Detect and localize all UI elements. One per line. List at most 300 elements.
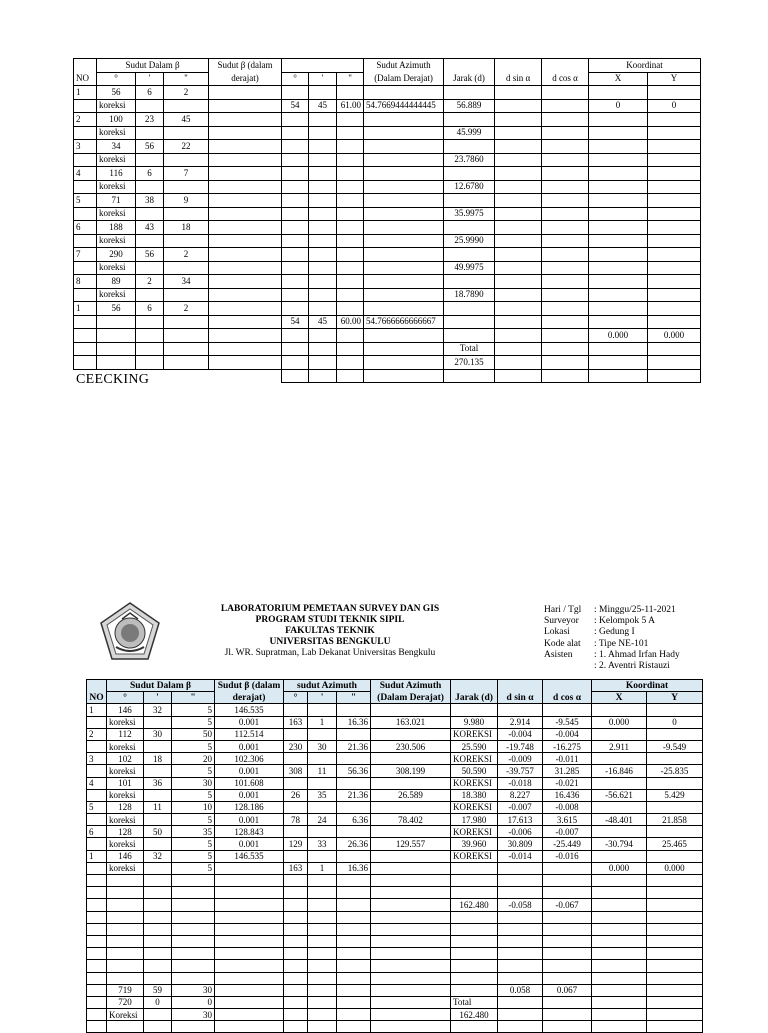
table-row [87, 875, 703, 887]
table-cell [542, 369, 589, 383]
table-cell [364, 329, 444, 343]
table-cell [542, 248, 589, 262]
table-cell: 4 [87, 777, 107, 789]
table-cell [87, 1009, 107, 1021]
table-cell [309, 275, 337, 289]
header-azimuth-2: (Dalam Derajat) [364, 72, 444, 86]
table-cell [74, 288, 97, 302]
header-cell [74, 59, 97, 73]
table-cell: 31.285 [543, 765, 592, 777]
table-cell [444, 248, 495, 262]
table-cell [589, 113, 648, 127]
header-sudut-beta: Sudut β (dalam [215, 680, 284, 692]
table-cell [87, 765, 107, 777]
table-cell [282, 248, 309, 262]
table-cell [87, 887, 107, 899]
info-key [544, 661, 594, 672]
table-cell: 50 [144, 826, 172, 838]
table-cell: koreksi [107, 716, 144, 728]
table-cell [592, 850, 647, 862]
table-cell: 5 [172, 740, 215, 752]
table-cell [144, 838, 172, 850]
program-title: PROGRAM STUDI TEKNIK SIPIL [255, 615, 405, 625]
table-cell: KOREKSI [451, 753, 498, 765]
table-cell: -30.794 [592, 838, 647, 850]
table-cell [87, 911, 107, 923]
table-cell: 0.067 [543, 984, 592, 996]
table-cell: 35 [308, 789, 337, 801]
table-cell [337, 329, 364, 343]
table-cell [172, 899, 215, 911]
table-cell [648, 369, 701, 383]
table-cell: 45.999 [444, 126, 495, 140]
table-cell [337, 875, 371, 887]
table-row [87, 814, 703, 826]
table-cell [284, 704, 308, 716]
table-cell [592, 996, 647, 1008]
header-jarak: Jarak (d) [444, 72, 495, 86]
university-logo [98, 601, 162, 663]
table-cell [308, 1009, 337, 1021]
table-cell [209, 126, 282, 140]
table-cell [589, 288, 648, 302]
table-cell [647, 801, 703, 813]
table-cell: 0 [172, 996, 215, 1008]
table-cell: 39.960 [451, 838, 498, 850]
table-cell [543, 935, 592, 947]
header-deg: ° [284, 692, 308, 704]
table-cell [308, 984, 337, 996]
table-cell [282, 86, 309, 100]
header-sudut-beta-2: derajat) [209, 72, 282, 86]
table-cell [215, 875, 284, 887]
table-cell [364, 167, 444, 181]
table-cell [451, 948, 498, 960]
table-cell [589, 302, 648, 316]
table-cell: 5.429 [647, 789, 703, 801]
table-row [74, 248, 701, 262]
table-cell [337, 753, 371, 765]
table-cell [592, 1009, 647, 1021]
table-cell [144, 1021, 172, 1033]
table-row [74, 302, 701, 316]
table-cell [172, 1021, 215, 1033]
table-cell: 0.000 [592, 862, 647, 874]
table-row [74, 329, 701, 343]
table-row [87, 740, 703, 752]
table-cell: 6 [87, 826, 107, 838]
table-row [74, 113, 701, 127]
header-min: ' [144, 692, 172, 704]
table-row [87, 728, 703, 740]
table-cell [337, 704, 371, 716]
table-cell [648, 356, 701, 370]
table-cell [308, 948, 337, 960]
table-cell [647, 972, 703, 984]
table-cell: 18.380 [451, 789, 498, 801]
table-cell [364, 275, 444, 289]
table-cell [589, 369, 648, 383]
table-cell: 45 [309, 315, 337, 329]
table-row [74, 99, 701, 113]
table-cell [74, 153, 97, 167]
table-cell [87, 789, 107, 801]
table-cell: koreksi [107, 862, 144, 874]
checking-label: CEECKING [76, 372, 150, 387]
table-cell: 56.889 [444, 99, 495, 113]
table-cell: 102.306 [215, 753, 284, 765]
table-cell: 146 [107, 850, 144, 862]
table-cell: 54 [282, 315, 309, 329]
table-cell [308, 826, 337, 838]
table-cell [337, 972, 371, 984]
table-row [87, 899, 703, 911]
table-cell: 1 [308, 862, 337, 874]
table-cell [284, 996, 308, 1008]
table-cell [589, 207, 648, 221]
table-cell [495, 248, 542, 262]
table-cell [284, 1009, 308, 1021]
table-cell [284, 960, 308, 972]
table-cell [589, 140, 648, 154]
table-cell: -0.007 [498, 801, 543, 813]
info-row [544, 650, 680, 661]
table-cell [498, 862, 543, 874]
table-cell: 163 [284, 716, 308, 728]
header-sudut-dalam: Sudut Dalam β [97, 59, 209, 73]
table-cell [309, 221, 337, 235]
table-cell [364, 207, 444, 221]
table-cell: -25.835 [647, 765, 703, 777]
table-row [87, 996, 703, 1008]
table-cell [209, 99, 282, 113]
table-cell [364, 126, 444, 140]
table-cell [543, 887, 592, 899]
table-cell: -48.401 [592, 814, 647, 826]
table-cell: 128 [107, 826, 144, 838]
table-cell [97, 329, 136, 343]
table-cell [648, 261, 701, 275]
table-cell: 56 [136, 248, 164, 262]
table-cell: 6.36 [337, 814, 371, 826]
table-cell [495, 86, 542, 100]
table-cell: 116 [97, 167, 136, 181]
table-cell: koreksi [107, 765, 144, 777]
table-cell [97, 356, 136, 370]
table-cell: koreksi [97, 99, 136, 113]
table-cell [495, 234, 542, 248]
header-deg: ° [282, 72, 309, 86]
table-cell [451, 875, 498, 887]
table-cell: 50 [172, 728, 215, 740]
table-row [87, 777, 703, 789]
table-cell: 2.911 [592, 740, 647, 752]
table-cell [337, 1021, 371, 1033]
table-cell: 129.557 [371, 838, 451, 850]
table-cell: 0.000 [592, 716, 647, 728]
table-cell [451, 923, 498, 935]
header-cell [542, 59, 589, 73]
table-cell [144, 923, 172, 935]
table-row [74, 288, 701, 302]
table-cell [337, 1009, 371, 1021]
table-cell: 5 [172, 814, 215, 826]
table-cell [589, 86, 648, 100]
table-cell: -56.621 [592, 789, 647, 801]
table-cell: 30 [308, 740, 337, 752]
table-cell [309, 153, 337, 167]
table-cell: 1 [308, 716, 337, 728]
table-cell [87, 960, 107, 972]
table-cell: 26.589 [371, 789, 451, 801]
table-cell [589, 126, 648, 140]
info-value: : 2. Aventri Ristauzi [594, 661, 670, 672]
table-cell [542, 153, 589, 167]
table-cell [337, 801, 371, 813]
table-cell [647, 704, 703, 716]
info-row [544, 616, 680, 627]
table-cell [87, 923, 107, 935]
table-cell [647, 984, 703, 996]
table-row [74, 194, 701, 208]
table-cell [543, 862, 592, 874]
table-cell [136, 288, 164, 302]
table-cell: 56 [97, 86, 136, 100]
table-cell: 9 [164, 194, 209, 208]
table-cell [589, 342, 648, 356]
table-cell: 719 [107, 984, 144, 996]
table-cell [495, 288, 542, 302]
table-cell [209, 86, 282, 100]
table-cell: 32 [144, 704, 172, 716]
table-cell: 18 [164, 221, 209, 235]
table-cell [451, 911, 498, 923]
table-cell: 5 [87, 801, 107, 813]
table-cell [172, 960, 215, 972]
header-dcos: d cos α [542, 72, 589, 86]
table-cell [648, 315, 701, 329]
table-cell [451, 972, 498, 984]
table-cell [172, 948, 215, 960]
table-cell: 33 [308, 838, 337, 850]
table-cell: 16.436 [543, 789, 592, 801]
table-cell [589, 221, 648, 235]
table-cell: koreksi [107, 814, 144, 826]
table-cell [209, 342, 282, 356]
table-cell: 308 [284, 765, 308, 777]
table-cell [542, 302, 589, 316]
table-cell [498, 1009, 543, 1021]
table-cell [371, 777, 451, 789]
table-cell [284, 826, 308, 838]
table-cell: KOREKSI [451, 728, 498, 740]
traverse-table-2 [86, 679, 703, 1033]
table-cell: 163.021 [371, 716, 451, 728]
table-cell: -0.006 [498, 826, 543, 838]
table-row [74, 275, 701, 289]
table-cell [107, 887, 144, 899]
table-cell [337, 248, 364, 262]
table-cell: 12.6780 [444, 180, 495, 194]
table-cell [451, 960, 498, 972]
table-cell [542, 126, 589, 140]
table-cell [282, 140, 309, 154]
table-cell [498, 923, 543, 935]
table-cell [164, 356, 209, 370]
table-cell [74, 315, 97, 329]
table-cell: koreksi [97, 180, 136, 194]
table-cell [444, 329, 495, 343]
table-cell: 2 [136, 275, 164, 289]
table-cell [648, 113, 701, 127]
table-cell [498, 887, 543, 899]
table-cell: -0.067 [543, 899, 592, 911]
table-cell [215, 862, 284, 874]
table-cell: 0.058 [498, 984, 543, 996]
table-cell [164, 342, 209, 356]
table-cell [337, 984, 371, 996]
table-cell: 0.001 [215, 838, 284, 850]
header-sec: " [337, 72, 364, 86]
table-cell [364, 180, 444, 194]
header-min: ' [309, 72, 337, 86]
table-cell: -0.007 [543, 826, 592, 838]
table-cell: 6 [136, 86, 164, 100]
table-cell [87, 984, 107, 996]
table-cell: 146.535 [215, 850, 284, 862]
table-cell [136, 153, 164, 167]
table-cell: 5 [172, 838, 215, 850]
info-key: Asisten [544, 649, 573, 660]
table-cell [308, 1021, 337, 1033]
table-cell [282, 261, 309, 275]
table-cell: 61.00 [337, 99, 364, 113]
table-cell [337, 302, 364, 316]
table-cell: 5 [172, 765, 215, 777]
table-cell: Total [451, 996, 498, 1008]
table-cell: -0.004 [543, 728, 592, 740]
table-cell [495, 153, 542, 167]
table-cell [647, 875, 703, 887]
table-cell: 163 [284, 862, 308, 874]
table-cell: koreksi [97, 153, 136, 167]
table-cell [337, 140, 364, 154]
table-cell: 0.001 [215, 716, 284, 728]
table-cell [364, 248, 444, 262]
table-cell [209, 261, 282, 275]
table-cell [371, 984, 451, 996]
table-cell: 10 [172, 801, 215, 813]
info-value: : 1. Ahmad Irfan Hady [594, 649, 680, 660]
table-cell [364, 194, 444, 208]
table-cell: 23.7860 [444, 153, 495, 167]
table-cell [144, 948, 172, 960]
table-cell: 3 [74, 140, 97, 154]
table-cell [542, 221, 589, 235]
table-cell: 21.858 [647, 814, 703, 826]
header-cell [543, 680, 592, 692]
table-cell [647, 948, 703, 960]
table-cell [498, 1021, 543, 1033]
table-cell [136, 99, 164, 113]
table-cell [495, 329, 542, 343]
table-cell [282, 194, 309, 208]
table-cell [648, 248, 701, 262]
table-cell [172, 923, 215, 935]
table-cell: 0.001 [215, 814, 284, 826]
table-cell [309, 288, 337, 302]
table-cell [371, 935, 451, 947]
table-cell [282, 329, 309, 343]
table-cell: 17.980 [451, 814, 498, 826]
table-cell: koreksi [107, 789, 144, 801]
header-azimuth: sudut Azimuth [284, 680, 371, 692]
table-cell: -0.016 [543, 850, 592, 862]
table-cell [589, 167, 648, 181]
table-cell [74, 329, 97, 343]
table-cell: Total [444, 342, 495, 356]
table-cell [337, 86, 364, 100]
table-cell [542, 207, 589, 221]
table-cell [282, 153, 309, 167]
table-cell [648, 194, 701, 208]
table-cell [371, 948, 451, 960]
table-cell [647, 911, 703, 923]
table-row [87, 765, 703, 777]
table-cell [87, 862, 107, 874]
header-deg: ° [107, 692, 144, 704]
table-cell [309, 113, 337, 127]
table-cell [308, 923, 337, 935]
table-cell [364, 261, 444, 275]
table-cell [74, 207, 97, 221]
table-cell: 45 [309, 99, 337, 113]
table-cell: 8 [74, 275, 97, 289]
table-cell: 34 [164, 275, 209, 289]
table-cell [498, 972, 543, 984]
table-cell [284, 935, 308, 947]
table-cell [364, 153, 444, 167]
table-cell [284, 972, 308, 984]
table-cell [648, 140, 701, 154]
table-cell [337, 777, 371, 789]
table-cell [282, 167, 309, 181]
table-cell [337, 996, 371, 1008]
table-cell [164, 153, 209, 167]
table-cell [371, 887, 451, 899]
table-cell [309, 207, 337, 221]
table-cell: 0.000 [589, 329, 648, 343]
table-cell [647, 1009, 703, 1021]
table-cell [144, 862, 172, 874]
table-cell [542, 342, 589, 356]
table-cell [136, 329, 164, 343]
table-cell: 162.480 [451, 899, 498, 911]
table-cell: -0.004 [498, 728, 543, 740]
table-cell [542, 86, 589, 100]
table-cell [209, 369, 282, 383]
table-cell [364, 140, 444, 154]
lab-title: LABORATORIUM PEMETAAN SURVEY DAN GIS [220, 604, 440, 614]
table-cell: 56 [97, 302, 136, 316]
table-row [74, 369, 701, 383]
table-cell [592, 753, 647, 765]
table-cell: 32 [144, 850, 172, 862]
table-cell: 16.36 [337, 862, 371, 874]
table-cell [144, 960, 172, 972]
header-azimuth-deg-2: (Dalam Derajat) [371, 692, 451, 704]
table-cell [172, 972, 215, 984]
